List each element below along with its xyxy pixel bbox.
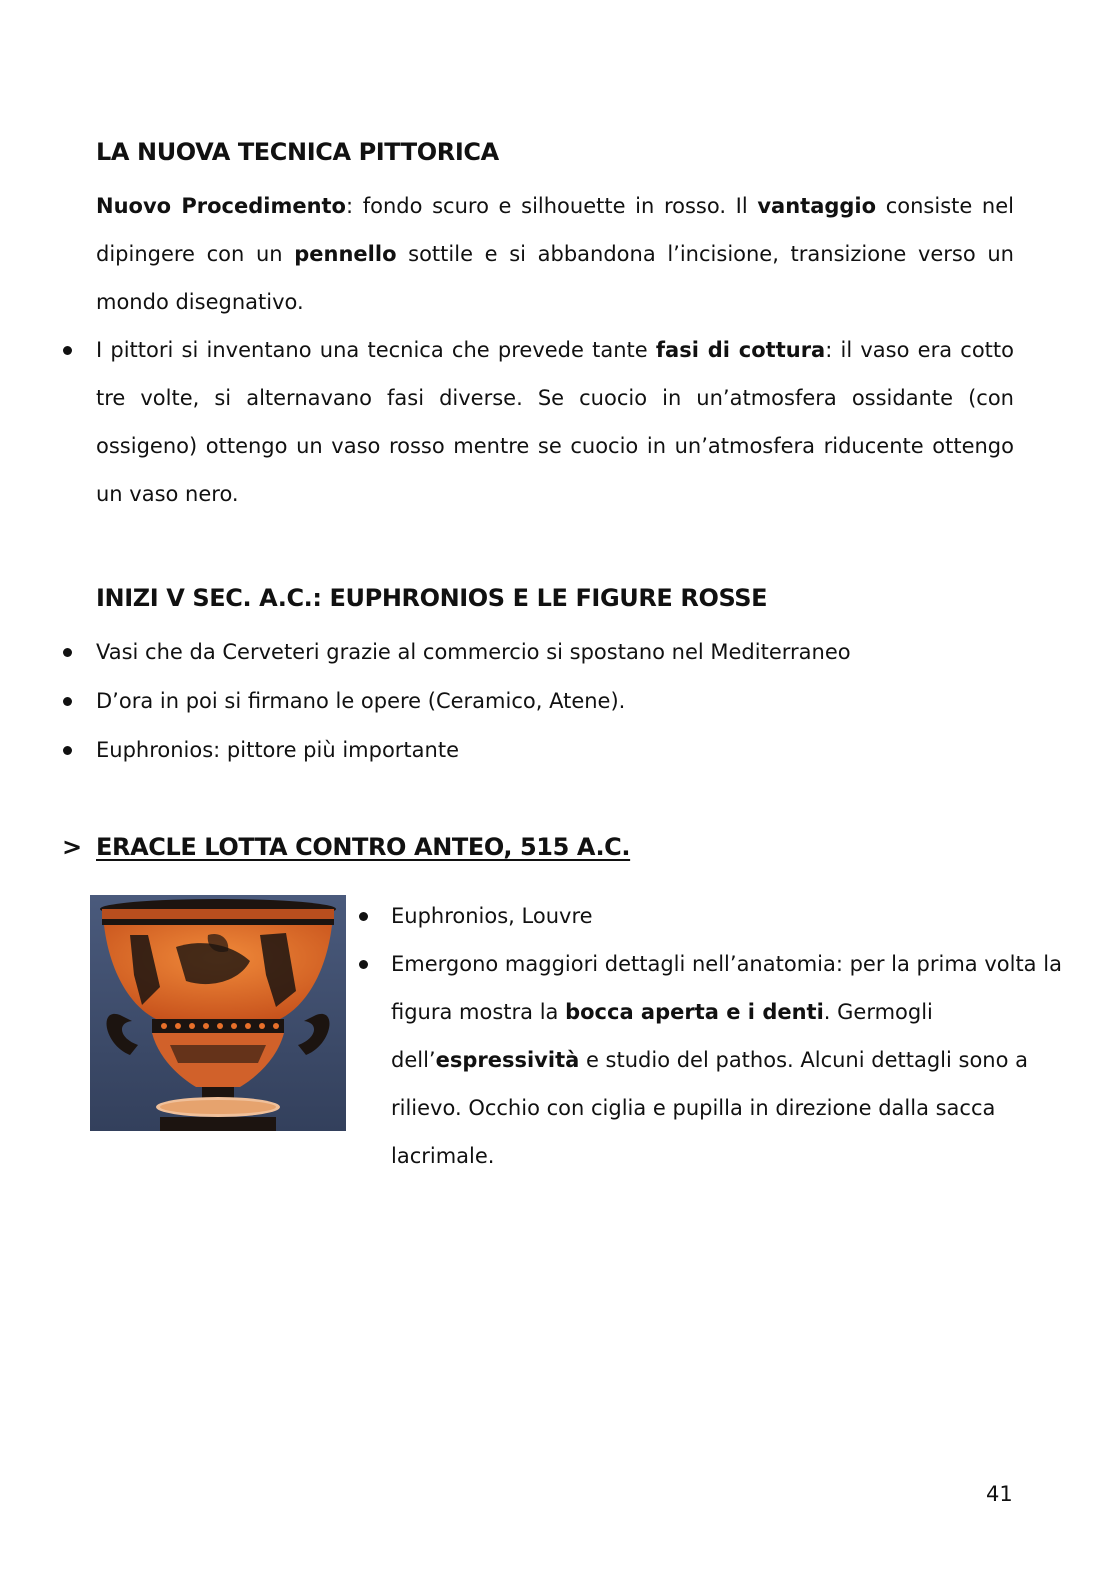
anatomy-bullet: Emergono maggiori dettagli nell’anatomia: per la prima volta la figura mostra la bocca aperta e i denti. Germogli dell’espressività e studio del pathos. Alcuni dettagli sono a rilievo. Occhio con ciglia e pupilla in direzione dalla sacca lacrimale. [391, 952, 1062, 1168]
bullet-dot [359, 960, 368, 969]
chevron-right-icon: > [62, 833, 83, 861]
list-item: Euphronios: pittore più importante [96, 738, 459, 762]
bullet-dot [63, 697, 72, 706]
bullet-dot [63, 346, 72, 355]
vase-illustration [90, 895, 346, 1131]
bold-term: Nuovo Procedimento [96, 194, 346, 218]
bold-term: vantaggio [757, 194, 877, 218]
bullet-dot [63, 746, 72, 755]
technique-paragraph: Nuovo Procedimento: fondo scuro e silhouette in rosso. Il vantaggio consiste nel dipingere con un pennello sottile e si abbandona l’incisione, transizione verso un mondo disegnativo. [96, 194, 1014, 314]
list-item: Euphronios, Louvre [391, 904, 593, 928]
krater-image [90, 895, 346, 1131]
bold-term: bocca aperta e i denti [565, 1000, 824, 1024]
bold-term: fasi di cottura [655, 338, 826, 362]
page-number: 41 [986, 1482, 1013, 1506]
bullet-dot [63, 648, 72, 657]
section-heading-euphronios: INIZI V SEC. A.C.: EUPHRONIOS E LE FIGURE ROSSE [96, 584, 768, 612]
bold-term: espressività [435, 1048, 580, 1072]
list-item: Vasi che da Cerveteri grazie al commercio si spostano nel Mediterraneo [96, 640, 851, 664]
firing-bullet: I pittori si inventano una tecnica che prevede tante fasi di cottura: il vaso era cotto tre volte, si alternavano fasi diverse. Se cuocio in un’atmosfera ossidante (con ossigeno) ottengo un vaso rosso mentre se cuocio in un’atmosfera riducente ottengo un vaso nero. [96, 338, 1014, 506]
bold-term: pennello [294, 242, 397, 266]
section-heading-technique: LA NUOVA TECNICA PITTORICA [96, 138, 499, 166]
bullet-dot [359, 912, 368, 921]
section-heading-eracle: ERACLE LOTTA CONTRO ANTEO, 515 A.C. [96, 833, 631, 861]
list-item: D’ora in poi si firmano le opere (Ceramico, Atene). [96, 689, 626, 713]
